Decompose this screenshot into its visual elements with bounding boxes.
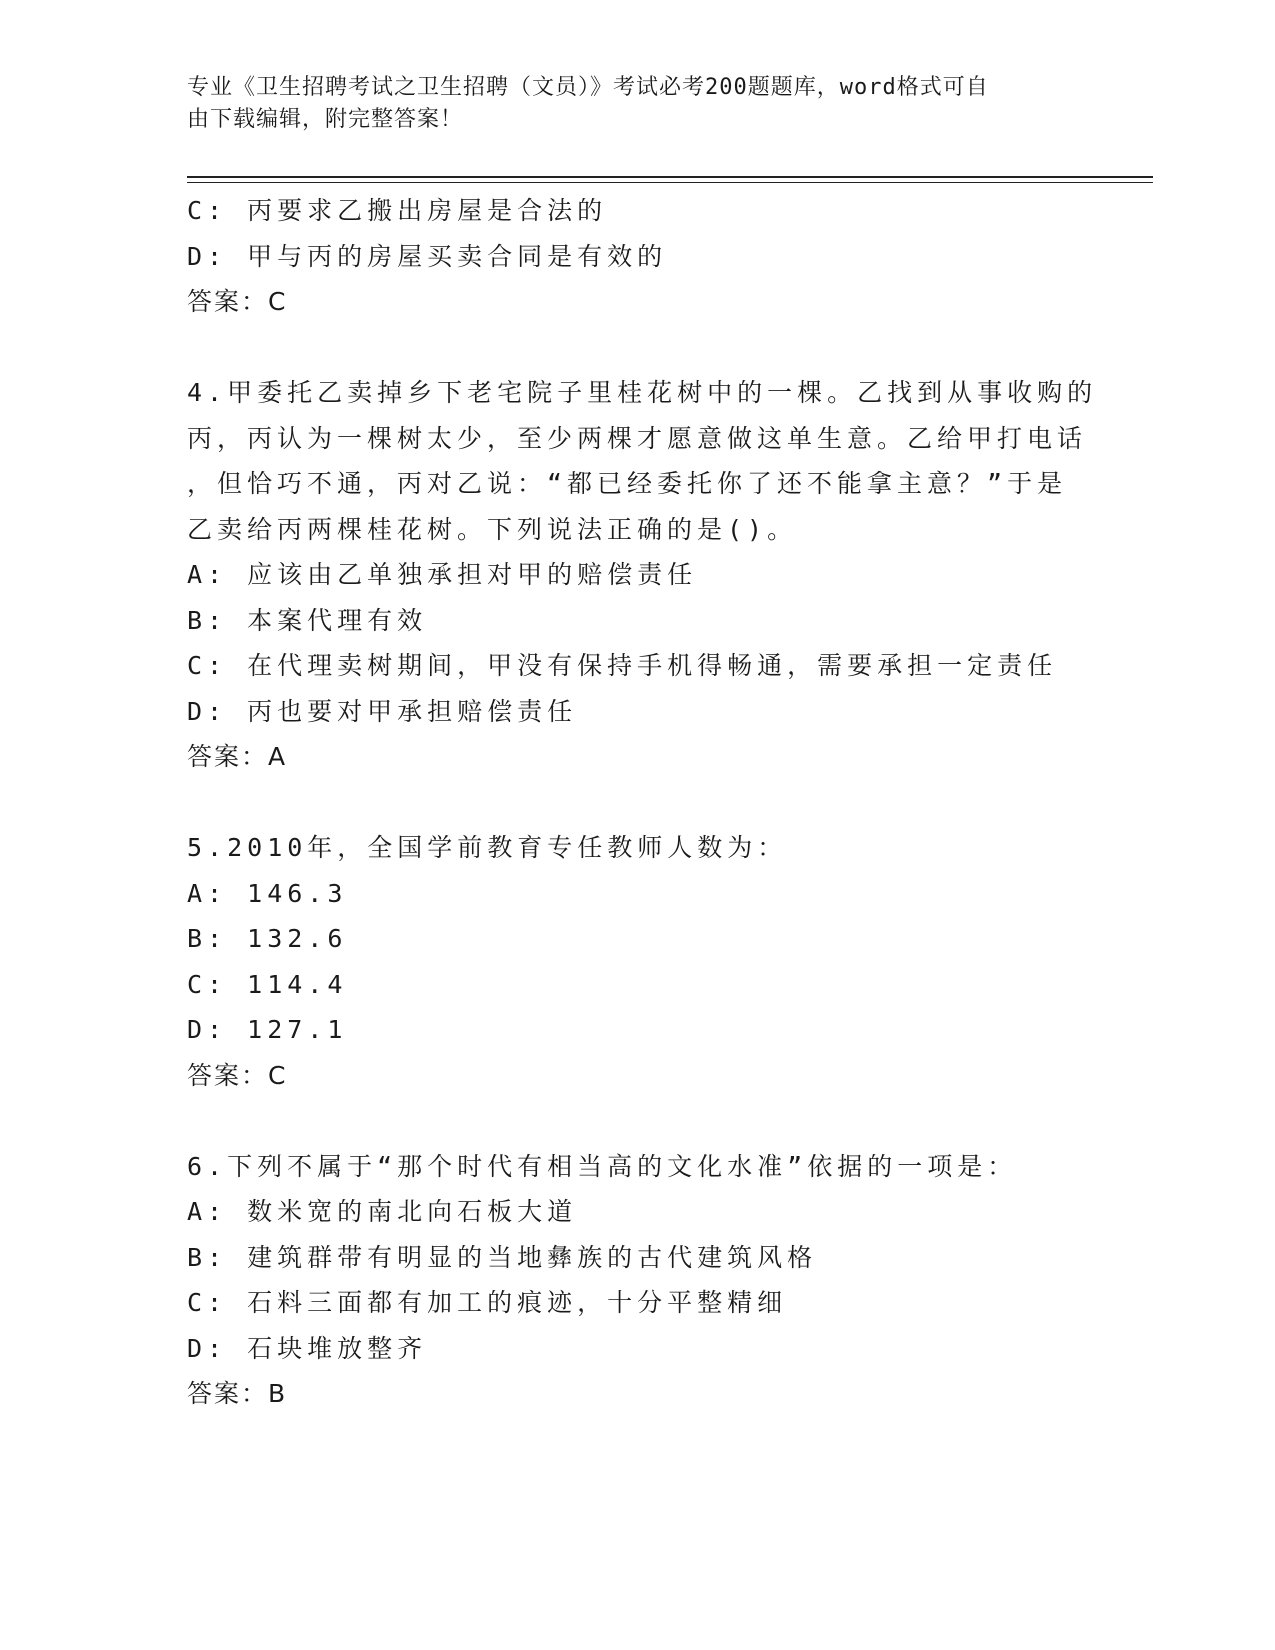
option-d: D: 石块堆放整齐 [187, 1333, 428, 1363]
question-stem-line: 4.甲委托乙卖掉乡下老宅院子里桂花树中的一棵。乙找到从事收购的 [187, 378, 1098, 407]
option-b: B: 本案代理有效 [187, 605, 428, 635]
question-stem: 6.下列不属于“那个时代有相当高的文化水准”依据的一项是： [187, 1151, 1018, 1181]
question-stem-line: ，但恰巧不通，丙对乙说：“都已经委托你了还不能拿主意？”于是 [187, 469, 1068, 498]
header-divider-thin [187, 182, 1153, 183]
answer-line: 答案：B [187, 1379, 288, 1408]
question-4 [187, 370, 1098, 780]
question-5 [187, 825, 1067, 1098]
answer-line: 答案：A [187, 742, 288, 771]
option-c: C: 在代理卖树期间，甲没有保持手机得畅通，需要承担一定责任 [187, 651, 1058, 680]
option-b: B: 132.6 [187, 924, 348, 953]
answer-line: 答案：C [187, 1060, 288, 1090]
question-content [187, 188, 1098, 1417]
question-6 [187, 1144, 1067, 1417]
header-divider-thick [187, 176, 1153, 178]
option-a: A: 应该由乙单独承担对甲的赔偿责任 [187, 560, 698, 589]
option-c: C: 石料三面都有加工的痕迹，十分平整精细 [187, 1288, 788, 1317]
question-stem-line: 丙，丙认为一棵树太少，至少两棵才愿意做这单生意。乙给甲打电话 [187, 423, 1088, 453]
document-header [187, 72, 1067, 136]
option-d: D: 甲与丙的房屋买卖合同是有效的 [187, 241, 668, 271]
option-b: B: 建筑群带有明显的当地彝族的古代建筑风格 [187, 1242, 818, 1272]
header-line-2: 由下载编辑，附完整答案！ [187, 107, 464, 132]
spacer [187, 780, 1067, 826]
option-a: A: 146.3 [187, 878, 348, 908]
spacer [187, 325, 1067, 371]
answer-line: 答案：C [187, 287, 288, 316]
question-stem-line: 乙卖给丙两棵桂花树。下列说法正确的是()。 [187, 514, 798, 544]
option-d: D: 丙也要对甲承担赔偿责任 [187, 696, 578, 726]
header-line-1: 专业《卫生招聘考试之卫生招聘（文员）》考试必考200题题库，word格式可自 [187, 75, 989, 100]
question-stem: 5.2010年，全国学前教育专任教师人数为： [187, 833, 788, 862]
option-c: C: 丙要求乙搬出房屋是合法的 [187, 196, 608, 225]
spacer [187, 1098, 1067, 1144]
question-3-continuation [187, 188, 1067, 325]
option-c: C: 114.4 [187, 969, 348, 999]
option-a: A: 数米宽的南北向石板大道 [187, 1197, 578, 1226]
option-d: D: 127.1 [187, 1015, 348, 1044]
